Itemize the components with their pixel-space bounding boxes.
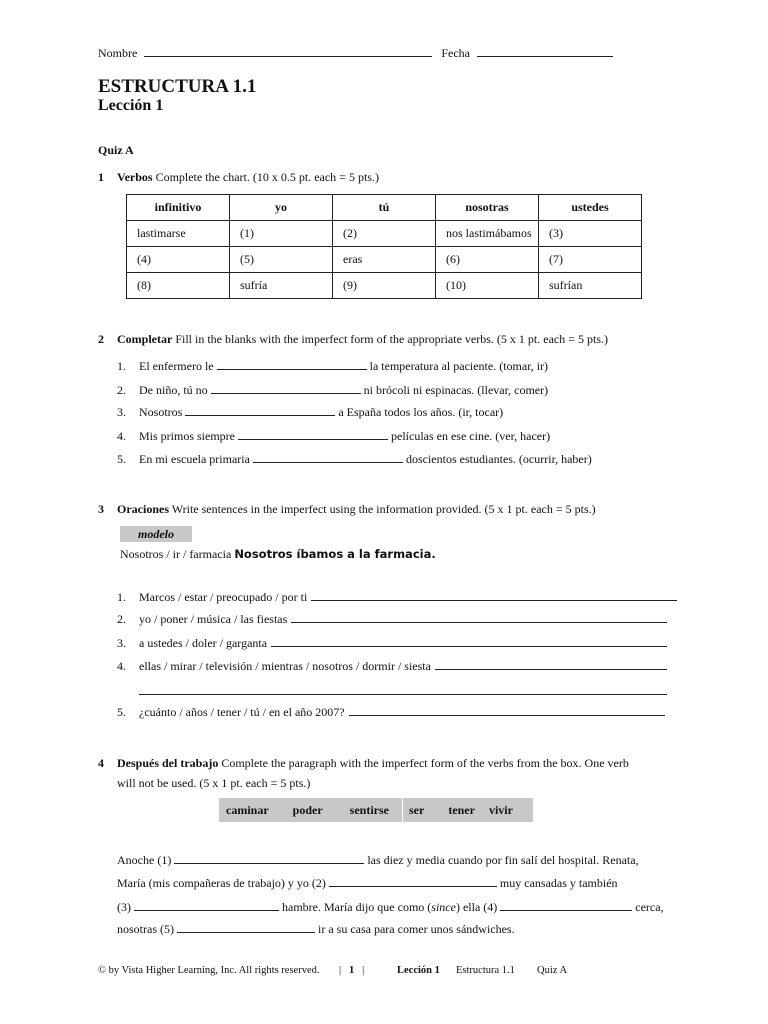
paragraph-text: muy cansadas y también — [499, 876, 618, 890]
answer-blank[interactable] — [185, 405, 335, 416]
footer-quiz: Quiz A — [537, 965, 568, 976]
chart-header-cell: tú — [333, 195, 436, 221]
quiz-label: Quiz A — [98, 143, 134, 157]
answer-blank[interactable] — [217, 359, 367, 370]
verb-option: vivir — [488, 803, 513, 817]
item-text: a ustedes / doler / garganta — [139, 636, 268, 650]
answer-blank[interactable] — [177, 922, 315, 933]
answer-blank[interactable] — [134, 900, 279, 911]
table-row — [127, 273, 642, 299]
list-item — [117, 359, 548, 374]
section-number: 2 — [98, 332, 104, 346]
chart-cell[interactable]: (6) — [436, 247, 539, 273]
answer-blank[interactable] — [291, 612, 667, 623]
verb-option: sentirse — [349, 803, 389, 817]
paragraph-text: Anoche (1) — [117, 853, 172, 867]
answer-blank[interactable] — [253, 452, 403, 463]
item-text: Nosotros — [139, 405, 183, 419]
item-text: Marcos / estar / preocupado / por ti — [139, 590, 308, 604]
paragraph-text: (3) — [117, 900, 131, 914]
item-number: 4. — [117, 659, 126, 673]
list-item — [117, 405, 503, 420]
nombre-blank[interactable] — [144, 46, 432, 57]
paragraph-text: ) ella (4) — [455, 900, 498, 914]
item-number: 2. — [117, 383, 126, 397]
chart-header-row — [127, 195, 642, 221]
item-number: 5. — [117, 452, 126, 466]
chart-cell[interactable]: (4) — [127, 247, 230, 273]
item-text: ¿cuánto / años / tener / tú / en el año 2007? — [139, 705, 345, 719]
fecha-label: Fecha — [441, 46, 470, 60]
paragraph-text: ir a su casa para comer unos sándwiches. — [318, 922, 515, 936]
item-text: doscientos estudiantes. (ocurrir, haber) — [405, 452, 592, 466]
section-1-heading — [98, 170, 379, 185]
table-row — [127, 221, 642, 247]
section-name: Verbos — [117, 170, 153, 184]
fecha-blank[interactable] — [477, 46, 613, 57]
list-item — [117, 590, 677, 605]
item-text: la temperatura al paciente. (tomar, ir) — [369, 359, 549, 373]
section-name: Completar — [117, 332, 173, 346]
modelo-example — [120, 547, 436, 562]
chart-header-cell: infinitivo — [127, 195, 230, 221]
item-text: ni brócoli ni espinacas. (llevar, comer) — [363, 383, 549, 397]
item-text: De niño, tú no — [139, 383, 208, 397]
chart-cell[interactable]: (8) — [127, 273, 230, 299]
section-2-heading — [98, 332, 608, 347]
paragraph-text: las diez y media cuando por fin salí del hospital. Renata, — [367, 853, 639, 867]
page-number: 1 — [348, 965, 355, 976]
answer-blank[interactable] — [311, 590, 677, 601]
chart-cell[interactable]: (10) — [436, 273, 539, 299]
item-text: En mi escuela primaria — [139, 452, 250, 466]
list-item — [117, 705, 665, 720]
answer-blank[interactable] — [238, 429, 388, 440]
verb-option: caminar — [226, 803, 269, 817]
paragraph-line — [117, 922, 515, 937]
verb-option: tener — [448, 803, 475, 817]
paragraph-line — [117, 876, 618, 891]
item-number: 3. — [117, 405, 126, 419]
answer-blank[interactable] — [349, 705, 665, 716]
chart-cell[interactable]: (1) — [230, 221, 333, 247]
chart-cell: sufrían — [539, 273, 642, 299]
answer-blank[interactable] — [211, 383, 361, 394]
chart-cell: nos lastimábamos — [436, 221, 539, 247]
section-name: Después del trabajo — [117, 756, 219, 770]
chart-cell[interactable]: (9) — [333, 273, 436, 299]
paragraph-text: nosotras (5) — [117, 922, 174, 936]
chart-header-cell: yo — [230, 195, 333, 221]
list-item — [117, 612, 667, 627]
section-name: Oraciones — [117, 502, 169, 516]
chart-header-cell: nosotras — [436, 195, 539, 221]
modelo-tag: modelo — [120, 526, 192, 542]
answer-blank[interactable] — [139, 684, 667, 695]
chart-cell[interactable]: (5) — [230, 247, 333, 273]
item-text: películas en ese cine. (ver, hacer) — [391, 429, 551, 443]
section-instructions-cont: will not be used. (5 x 1 pt. each = 5 pts.) — [117, 776, 311, 790]
footer-page: | 1 | — [339, 965, 365, 976]
item-number: 3. — [117, 636, 126, 650]
item-text: Mis primos siempre — [139, 429, 235, 443]
paragraph-text-italic: since — [431, 900, 456, 914]
table-row — [127, 247, 642, 273]
chart-cell[interactable]: (7) — [539, 247, 642, 273]
section-4-heading — [98, 756, 629, 771]
verb-chart — [126, 194, 642, 299]
paragraph-text: cerca, — [635, 900, 664, 914]
item-number: 1. — [117, 590, 126, 604]
verb-box — [219, 798, 533, 822]
section-instructions: Complete the paragraph with the imperfect form of the verbs from the box. One verb — [221, 756, 629, 770]
answer-blank[interactable] — [174, 853, 364, 864]
item-text: ellas / mirar / televisión / mientras / nosotros / dormir / siesta — [139, 659, 431, 673]
nombre-label: Nombre — [98, 46, 138, 60]
modelo-answer: Nosotros íbamos a la farmacia. — [234, 547, 436, 561]
answer-blank[interactable] — [329, 876, 497, 887]
section-instructions: Complete the chart. (10 x 0.5 pt. each = 5 pts.) — [155, 170, 379, 184]
section-instructions: Fill in the blanks with the imperfect form of the appropriate verbs. (5 x 1 pt. each = 5 pts.) — [175, 332, 608, 346]
paragraph-line — [117, 900, 664, 915]
chart-cell[interactable]: (2) — [333, 221, 436, 247]
paragraph-text: hambre. María dijo que como ( — [282, 900, 432, 914]
item-number: 2. — [117, 612, 126, 626]
chart-cell: eras — [333, 247, 436, 273]
answer-blank[interactable] — [435, 659, 667, 670]
item-number: 5. — [117, 705, 126, 719]
section-number: 4 — [98, 756, 104, 770]
item-number: 1. — [117, 359, 126, 373]
page-subtitle: Lección 1 — [98, 97, 164, 114]
list-item — [117, 636, 667, 651]
modelo-prompt: Nosotros / ir / farmacia — [120, 547, 232, 561]
footer-copyright: © by Vista Higher Learning, Inc. All rights reserved. — [98, 965, 320, 976]
chart-cell[interactable]: (3) — [539, 221, 642, 247]
chart-cell: lastimarse — [127, 221, 230, 247]
paragraph-line — [117, 853, 639, 868]
section-3-heading — [98, 502, 596, 517]
item-text: yo / poner / música / las fiestas — [139, 612, 288, 626]
section-number: 3 — [98, 502, 104, 516]
item-number: 4. — [117, 429, 126, 443]
item-text: a España todos los años. (ir, tocar) — [338, 405, 504, 419]
list-item — [117, 429, 550, 444]
verb-box-divider — [402, 798, 403, 822]
section-instructions: Write sentences in the imperfect using the information provided. (5 x 1 pt. each = 5 pts.) — [171, 502, 596, 516]
footer-lesson: Lección 1 — [397, 965, 440, 976]
answer-blank[interactable] — [500, 900, 632, 911]
chart-header-cell: ustedes — [539, 195, 642, 221]
verb-option: poder — [292, 803, 323, 817]
section-number: 1 — [98, 170, 104, 184]
list-item — [117, 659, 667, 674]
page-title: ESTRUCTURA 1.1 — [98, 76, 257, 97]
verb-option: ser — [408, 803, 425, 817]
paragraph-text: María (mis compañeras de trabajo) y yo (2) — [117, 876, 326, 890]
list-item — [117, 452, 592, 467]
list-item — [117, 383, 548, 398]
item-text: El enfermero le — [139, 359, 214, 373]
answer-blank[interactable] — [271, 636, 667, 647]
chart-cell: sufría — [230, 273, 333, 299]
footer-section: Estructura 1.1 — [456, 965, 515, 976]
name-date-header — [98, 46, 613, 61]
